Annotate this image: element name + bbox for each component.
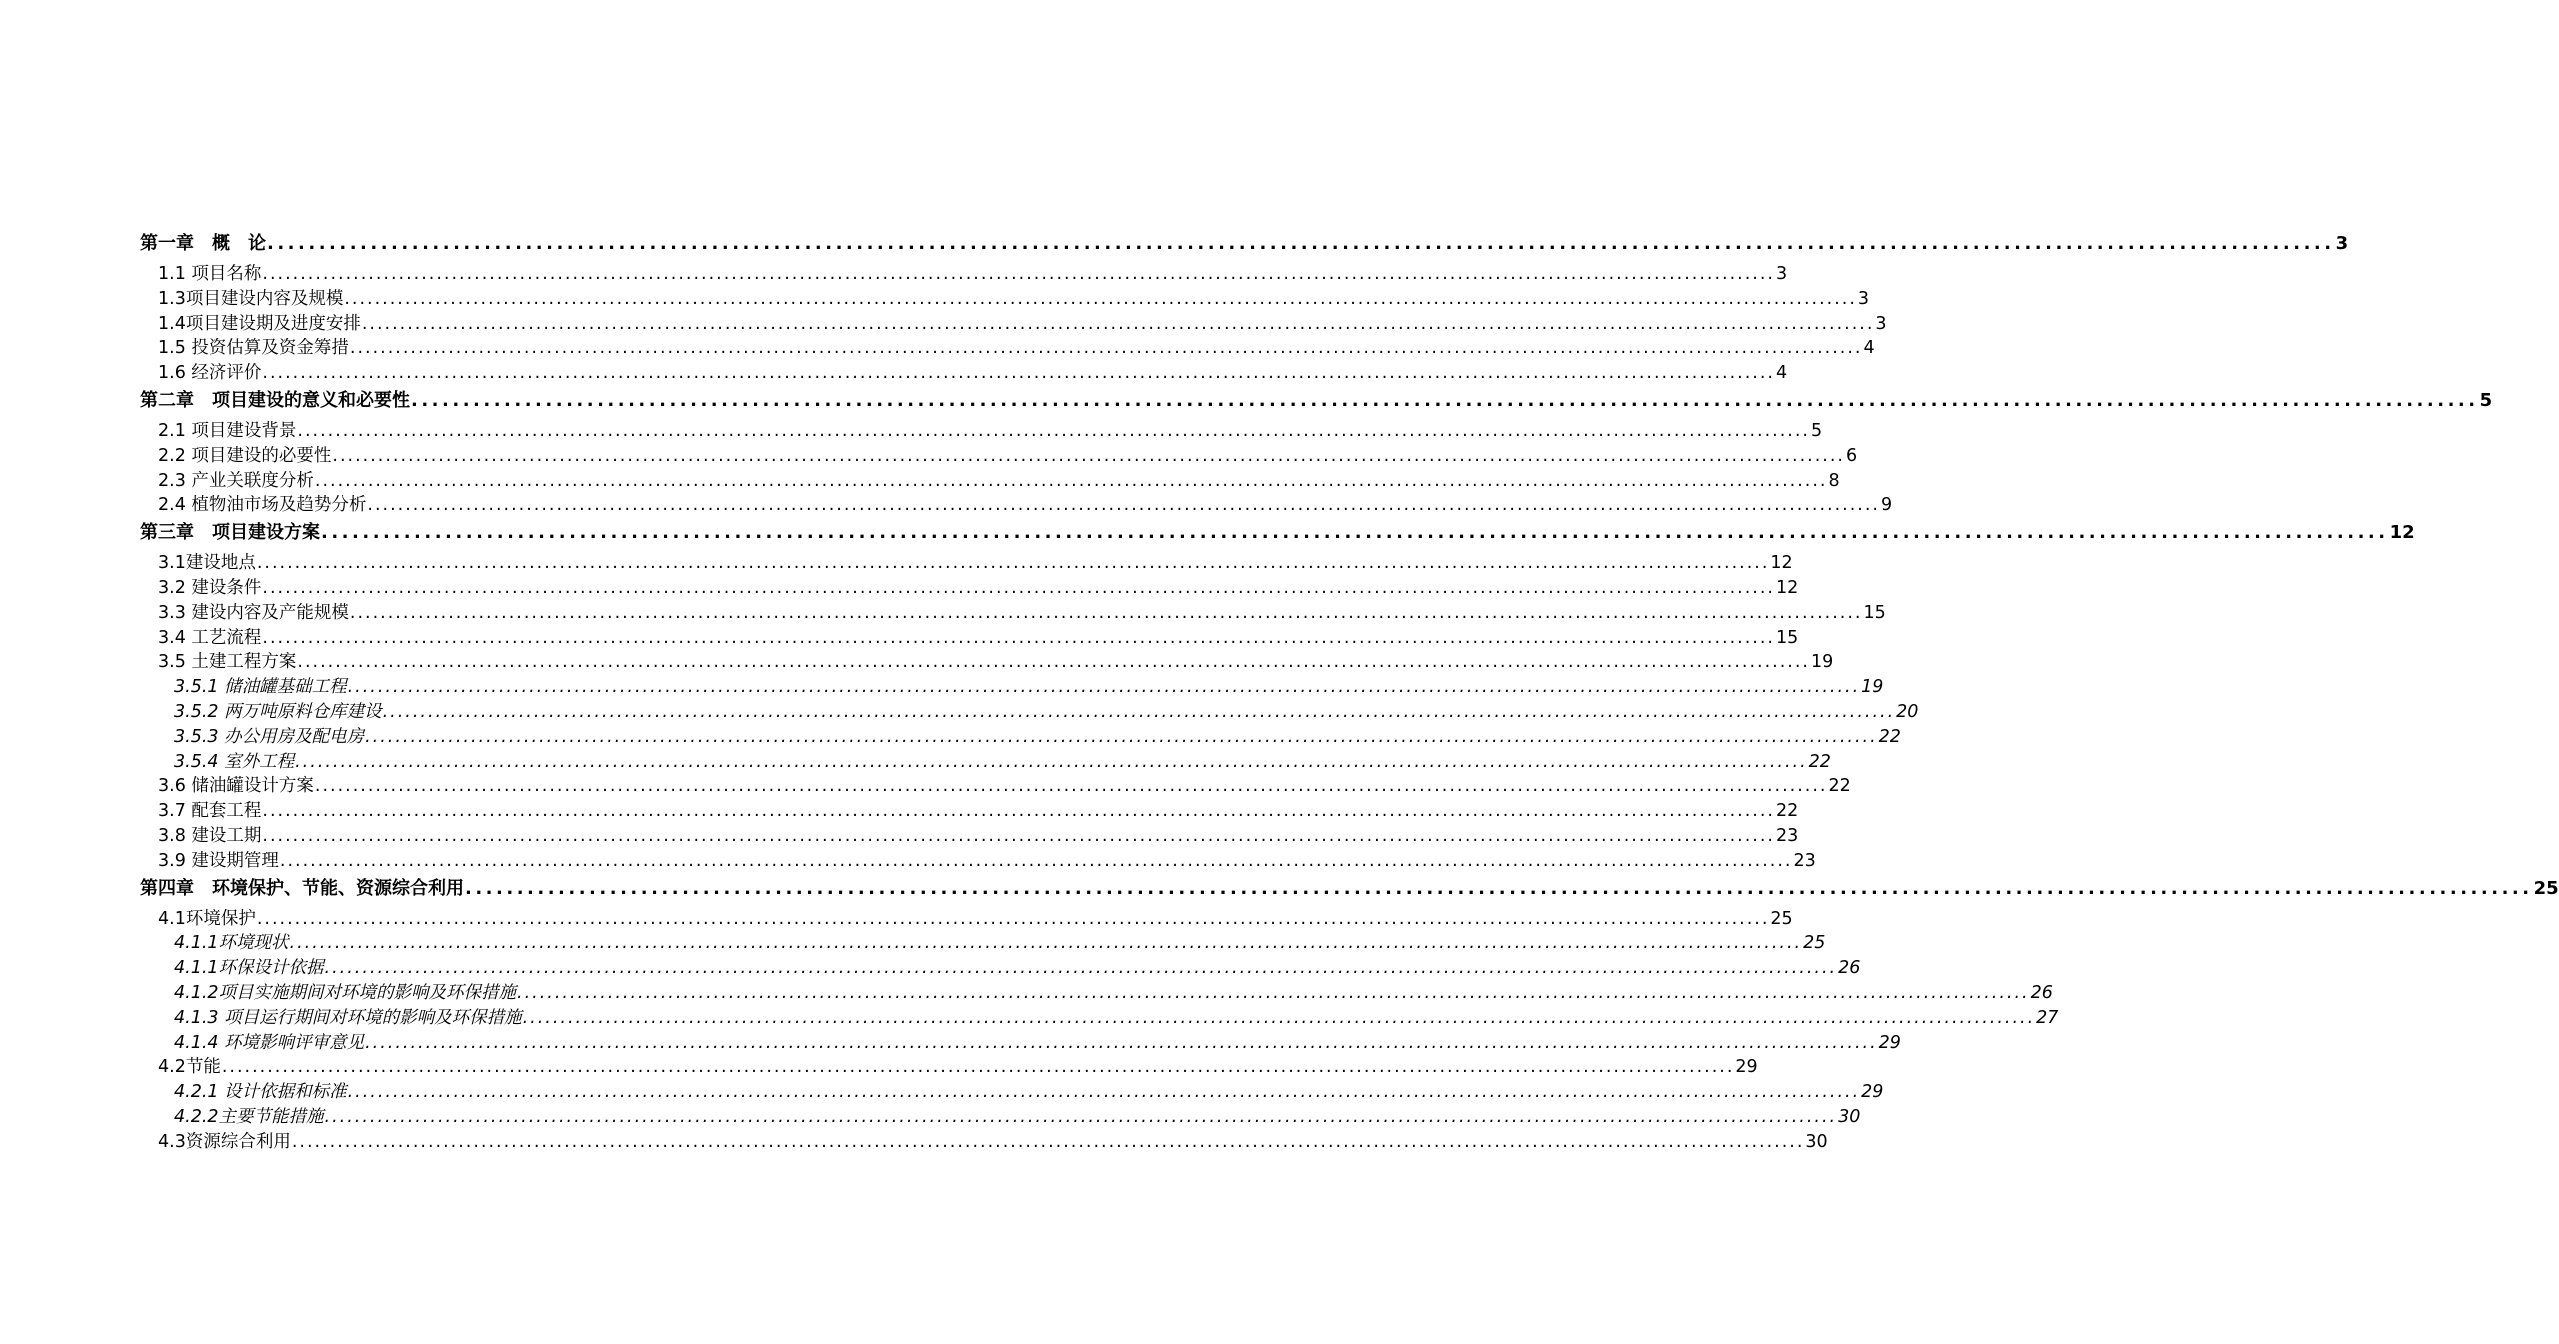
toc-dot-leader: ........................................................................................................................................................................................................ xyxy=(344,288,1857,309)
toc-entry-label: 第三章 项目建设方案 xyxy=(140,522,320,544)
toc-dot-leader: ........................................................................................................................................................................................................ xyxy=(365,1032,1878,1053)
toc-section-entry[interactable] xyxy=(140,847,1816,872)
toc-dot-leader: ........................................................................................................................................................................................................ xyxy=(367,495,1880,516)
toc-entry-label: 1.4项目建设期及进度安排 xyxy=(158,313,361,334)
toc-dot-leader: ........................................................................................................................................................................................................ xyxy=(332,445,1845,466)
toc-dot-leader: ........................................................................................................................................................................................................ xyxy=(221,1057,1735,1078)
toc-dot-leader: ........................................................................................................................................................................................................ xyxy=(289,933,1803,954)
toc-dot-leader: ........................................................................................................................................................................................................ xyxy=(324,1106,1838,1127)
toc-page-number: 15 xyxy=(1775,627,1799,648)
toc-entry-label: 4.2.2主要节能措施 xyxy=(174,1106,324,1127)
toc-section-entry[interactable] xyxy=(140,1128,1828,1153)
toc-section-entry[interactable] xyxy=(140,599,1886,624)
toc-section-entry[interactable] xyxy=(140,285,1870,310)
toc-dot-leader: ........................................................................................................................................................................................................ xyxy=(314,470,1828,491)
toc-entry-label: 3.5.2 两万吨原料仓库建设 xyxy=(174,701,382,722)
toc-section-entry[interactable] xyxy=(140,797,1799,822)
toc-section-entry[interactable] xyxy=(140,648,1834,673)
toc-page-number: 3 xyxy=(1775,264,1788,284)
toc-subsection-entry[interactable] xyxy=(140,673,1884,698)
toc-dot-leader: ........................................................................................................................................................................................................ xyxy=(349,602,1863,623)
toc-dot-leader: ........................................................................................................................................................................................................ xyxy=(291,1131,1805,1152)
toc-dot-leader: ........................................................................................................................................................................................................ xyxy=(465,877,2533,899)
toc-dot-leader: ........................................................................................................................................................................................................ xyxy=(297,420,1810,441)
toc-dot-leader: ........................................................................................................................................................................................................ xyxy=(347,1082,1861,1103)
toc-subsection-entry[interactable] xyxy=(140,954,1861,979)
toc-dot-leader: ........................................................................................................................................................................................................ xyxy=(361,313,1875,334)
toc-page-number: 20 xyxy=(1896,701,1919,722)
toc-section-entry[interactable] xyxy=(140,417,1823,442)
toc-page-number: 22 xyxy=(1808,751,1831,772)
toc-entry-label: 3.8 建设工期 xyxy=(158,825,262,846)
toc-dot-leader: ........................................................................................................................................................................................................ xyxy=(262,577,1775,598)
toc-dot-leader: ........................................................................................................................................................................................................ xyxy=(279,850,1793,871)
toc-page-number: 23 xyxy=(1793,850,1816,871)
toc-subsection-entry[interactable] xyxy=(140,1004,2059,1029)
toc-page-number: 5 xyxy=(2479,389,2493,411)
table-of-contents xyxy=(140,227,2559,1153)
toc-entry-label: 3.1建设地点 xyxy=(158,553,256,574)
toc-section-entry[interactable] xyxy=(140,491,1893,516)
toc-subsection-entry[interactable] xyxy=(140,1103,1861,1128)
toc-page-number: 12 xyxy=(2389,522,2415,544)
toc-page-number: 29 xyxy=(1878,1032,1901,1053)
toc-entry-label: 4.1.2项目实施期间对环境的影响及环保措施 xyxy=(174,982,517,1003)
toc-entry-label: 2.4 植物油市场及趋势分析 xyxy=(158,495,367,516)
toc-section-entry[interactable] xyxy=(140,772,1851,797)
toc-entry-label: 1.5 投资估算及资金筹措 xyxy=(158,338,349,359)
toc-entry-label: 3.5 土建工程方案 xyxy=(158,652,297,673)
toc-entry-label: 1.3项目建设内容及规模 xyxy=(158,288,344,309)
toc-entry-label: 4.3资源综合利用 xyxy=(158,1131,291,1152)
toc-page-number: 3 xyxy=(2335,233,2349,254)
toc-page-number: 22 xyxy=(1775,801,1799,822)
toc-entry-label: 3.5.3 办公用房及配电房 xyxy=(174,726,365,747)
toc-chapter-entry[interactable] xyxy=(140,229,2349,257)
toc-subsection-entry[interactable] xyxy=(140,1029,1901,1054)
toc-dot-leader: ........................................................................................................................................................................................................ xyxy=(267,233,2335,254)
toc-dot-leader: ........................................................................................................................................................................................................ xyxy=(517,982,2030,1003)
toc-page-number: 3 xyxy=(1857,288,1870,309)
toc-page-number: 8 xyxy=(1828,470,1840,491)
toc-entry-label: 4.2.1 设计依据和标准 xyxy=(174,1082,347,1103)
toc-entry-label: 3.3 建设内容及产能规模 xyxy=(158,602,349,623)
toc-entry-label: 2.1 项目建设背景 xyxy=(158,420,297,441)
toc-entry-label: 第一章 概 论 xyxy=(140,233,266,254)
toc-dot-leader: ........................................................................................................................................................................................................ xyxy=(297,652,1810,673)
toc-page-number: 25 xyxy=(1803,933,1826,954)
toc-dot-leader: ........................................................................................................................................................................................................ xyxy=(314,776,1828,797)
toc-page-number: 26 xyxy=(1838,958,1861,979)
toc-page-number: 3 xyxy=(1875,313,1887,334)
toc-subsection-entry[interactable] xyxy=(140,1078,1884,1103)
toc-chapter-entry[interactable] xyxy=(140,874,2559,902)
toc-page-number: 30 xyxy=(1838,1106,1861,1127)
toc-page-number: 12 xyxy=(1770,553,1793,574)
toc-section-entry[interactable] xyxy=(140,1053,1758,1078)
toc-entry-label: 第二章 项目建设的意义和必要性 xyxy=(140,389,410,411)
toc-dot-leader: ........................................................................................................................................................................................................ xyxy=(262,363,1775,384)
toc-entry-label: 4.1.1环保设计依据 xyxy=(174,958,324,979)
toc-page-number: 26 xyxy=(2030,982,2053,1003)
toc-entry-label: 4.1环境保护 xyxy=(158,908,256,929)
toc-page-number: 19 xyxy=(1810,652,1834,673)
toc-dot-leader: ........................................................................................................................................................................................................ xyxy=(295,751,1808,772)
toc-entry-label: 4.2节能 xyxy=(158,1057,221,1078)
toc-page-number: 9 xyxy=(1880,495,1893,516)
toc-subsection-entry[interactable] xyxy=(140,698,1919,723)
toc-section-entry[interactable] xyxy=(140,905,1793,930)
toc-chapter-entry[interactable] xyxy=(140,386,2493,414)
toc-page-number: 12 xyxy=(1775,577,1799,598)
toc-dot-leader: ........................................................................................................................................................................................................ xyxy=(262,627,1775,648)
toc-page-number: 4 xyxy=(1775,363,1788,384)
toc-dot-leader: ........................................................................................................................................................................................................ xyxy=(365,726,1878,747)
toc-page-number: 22 xyxy=(1878,726,1901,747)
toc-dot-leader: ........................................................................................................................................................................................................ xyxy=(262,264,1775,284)
toc-entry-label: 2.3 产业关联度分析 xyxy=(158,470,314,491)
toc-section-entry[interactable] xyxy=(140,310,1887,335)
toc-subsection-entry[interactable] xyxy=(140,979,2053,1004)
toc-entry-label: 4.1.4 环境影响评审意见 xyxy=(174,1032,365,1053)
toc-page-number: 23 xyxy=(1775,825,1799,846)
toc-page-number: 27 xyxy=(2036,1007,2059,1028)
toc-page-number: 19 xyxy=(1861,677,1884,698)
toc-page-number: 25 xyxy=(2533,877,2559,899)
toc-dot-leader: ........................................................................................................................................................................................................ xyxy=(262,801,1775,822)
toc-section-entry[interactable] xyxy=(140,467,1840,492)
toc-section-entry[interactable] xyxy=(140,624,1799,649)
toc-section-entry[interactable] xyxy=(140,359,1788,384)
toc-page-number: 25 xyxy=(1770,908,1793,929)
toc-page-number: 4 xyxy=(1863,338,1875,359)
toc-dot-leader: ........................................................................................................................................................................................................ xyxy=(321,522,2389,544)
toc-entry-label: 3.9 建设期管理 xyxy=(158,850,279,871)
toc-subsection-entry[interactable] xyxy=(140,748,1831,773)
toc-page-number: 29 xyxy=(1861,1082,1884,1103)
toc-entry-label: 4.1.1环境现状 xyxy=(174,933,289,954)
toc-section-entry[interactable] xyxy=(140,334,1875,359)
toc-dot-leader: ........................................................................................................................................................................................................ xyxy=(256,553,1770,574)
toc-page-number: 30 xyxy=(1805,1131,1828,1152)
toc-dot-leader: ........................................................................................................................................................................................................ xyxy=(522,1007,2036,1028)
toc-section-entry[interactable] xyxy=(140,822,1799,847)
toc-dot-leader: ........................................................................................................................................................................................................ xyxy=(262,825,1775,846)
toc-dot-leader: ........................................................................................................................................................................................................ xyxy=(347,677,1861,698)
toc-section-entry[interactable] xyxy=(140,574,1799,599)
toc-dot-leader: ........................................................................................................................................................................................................ xyxy=(324,958,1838,979)
toc-subsection-entry[interactable] xyxy=(140,723,1901,748)
toc-entry-label: 4.1.3 项目运行期间对环境的影响及环保措施 xyxy=(174,1007,522,1028)
toc-dot-leader: ........................................................................................................................................................................................................ xyxy=(411,389,2479,411)
toc-entry-label: 第四章 环境保护、节能、资源综合利用 xyxy=(140,877,464,899)
toc-dot-leader: ........................................................................................................................................................................................................ xyxy=(382,701,1896,722)
toc-page-number: 6 xyxy=(1845,445,1858,466)
toc-page-number: 22 xyxy=(1828,776,1851,797)
toc-section-entry[interactable] xyxy=(140,442,1858,467)
toc-entry-label: 2.2 项目建设的必要性 xyxy=(158,445,332,466)
toc-section-entry[interactable] xyxy=(140,260,1788,285)
toc-entry-label: 3.2 建设条件 xyxy=(158,577,262,598)
toc-dot-leader: ........................................................................................................................................................................................................ xyxy=(349,338,1863,359)
toc-chapter-entry[interactable] xyxy=(140,518,2415,546)
toc-entry-label: 3.7 配套工程 xyxy=(158,801,262,822)
toc-entry-label: 3.6 储油罐设计方案 xyxy=(158,776,314,797)
toc-entry-label: 1.1 项目名称 xyxy=(158,264,262,284)
toc-entry-label: 3.5.1 储油罐基础工程 xyxy=(174,677,347,698)
toc-entry-label: 3.5.4 室外工程 xyxy=(174,751,295,772)
toc-entry-label: 3.4 工艺流程 xyxy=(158,627,262,648)
toc-page-number: 5 xyxy=(1810,420,1823,441)
toc-page-number: 29 xyxy=(1735,1057,1758,1078)
toc-section-entry[interactable] xyxy=(140,549,1793,574)
toc-entry-label: 1.6 经济评价 xyxy=(158,363,262,384)
toc-page-number: 15 xyxy=(1863,602,1886,623)
toc-subsection-entry[interactable] xyxy=(140,929,1826,954)
toc-dot-leader: ........................................................................................................................................................................................................ xyxy=(256,908,1770,929)
